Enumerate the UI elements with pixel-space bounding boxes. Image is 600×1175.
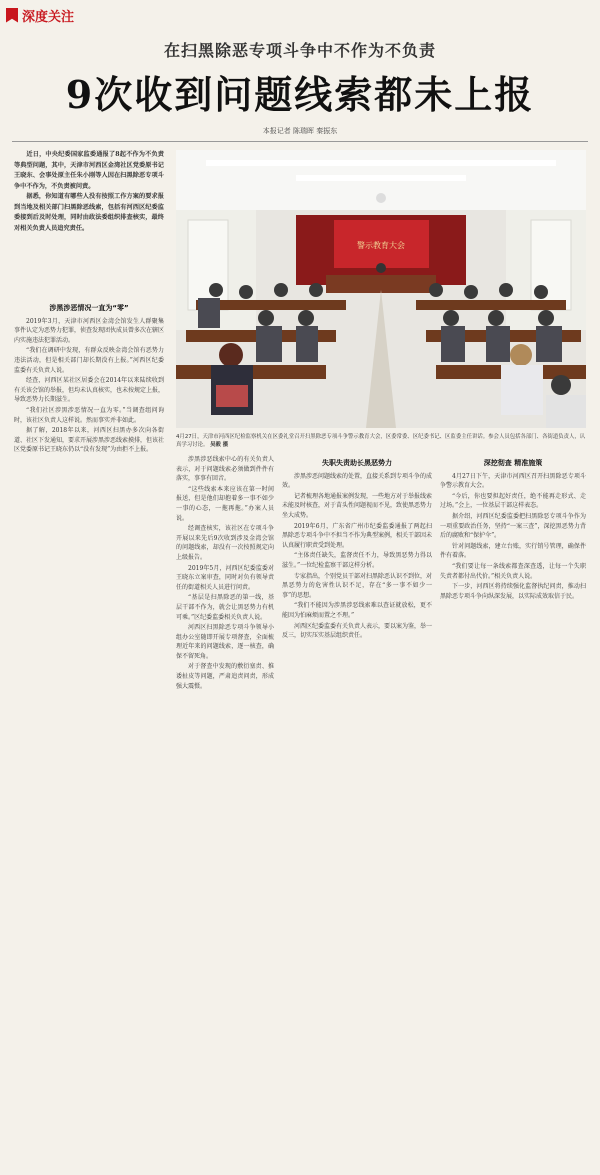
section-heading: 涉黑涉恶情况一直为“零” — [49, 304, 129, 312]
caption-text: 4月27日，天津市河西区纪检监察机关在区委礼堂召开扫黑除恶专项斗争警示教育大会，区委常委、区纪委书记、区监委主任讲话。参会人员包括各部门、各街道负责人，认真学习讨论。 — [176, 434, 586, 448]
section-heading: 失职失责助长黑恶势力 — [322, 459, 392, 467]
lead-text: 据悉，你知道有哪些人没有按照工作方案的要求报到当地及相关部门扫黑除恶线索，包括有河西区纪委监委接到后及时处理，同时由政法委组织排查核实，最终对相关负责人员追究责任。 — [14, 193, 164, 232]
paragraph: 2019年6月，广东省广州市纪委监委通报了两起扫黑除恶专项斗争中不担当不作为典型案例，相关干部因未认真履行职责受到处理。 — [282, 522, 432, 549]
paragraph: “我们不能因为涉黑涉恶线索难以查证就放松，更不能因为怕麻烦而置之不理。” — [282, 602, 432, 619]
paragraph: 涉黑涉恶线索中心的有关负责人表示，对于问题线索必须做到件件有落实，事事有回音。 — [176, 456, 274, 483]
paragraph: 经调查核实，该社区在专项斗争开展以来先后9次收到涉及金湾会馆的问题线索，却没有一次按照规定向上级报告。 — [176, 525, 274, 561]
lead-text: 近日，中央纪委国家监委通报了8起不作为不负责等典型问题，其中，天津市河西区金湾社区党委原书记王晓东、会事处原主任朱小刚等人因在扫黑除恶专项斗争中不作为，不负责被问责。 — [14, 151, 164, 190]
banner-text: 警示教育大会 — [357, 241, 405, 250]
paragraph: 河西区扫黑除恶专项斗争领导小组办公室随即开展专项督查，全面梳理近年来的问题线索，逐一核查，确保不留死角。 — [176, 624, 274, 660]
section-header — [6, 4, 74, 26]
page-title: 9次收到问题线索都未上报 — [65, 72, 535, 117]
paragraph: 下一步，河西区将持续强化监督执纪问责，推动扫黑除恶专项斗争向纵深发展，以实际成效取信于民。 — [440, 583, 586, 600]
paragraph: 经查，河西区某社区居委会在2014年以来陆续收到有关该会馆的举报，但均未认真核实，也未按规定上报，导致恶势力长期滋生。 — [14, 377, 164, 404]
article-column-2 — [176, 455, 274, 1168]
paragraph: 针对问题线索，建立台账，实行销号管理，确保件件有着落。 — [440, 542, 586, 560]
paragraph: “今后，你也要担起好责任，绝不能再走形式、走过场。”会上，一位基层干部这样表态。 — [440, 492, 586, 510]
section-label: 深度关注 — [22, 9, 75, 25]
article-column-1 — [14, 300, 164, 1168]
section-heading: 深挖彻查 精准施策 — [483, 459, 543, 467]
flag-icon — [6, 8, 18, 23]
paragraph: 河西区纪委监委有关负责人表示，要以案为鉴，举一反三，切实压实基层组织责任。 — [282, 622, 432, 640]
paragraph: 据了解，2018年以来，河西区扫黑办多次向各街道、社区下发通知，要求开展涉黑涉恶线索摸排，但该社区党委原书记王晓东仍以“没有发现”为由拒不上报。 — [14, 427, 164, 454]
paragraph: “我们社区涉黑涉恶情况一直为零。”当调查组问询时，该社区负责人这样说。然而事实并非如此。 — [14, 406, 164, 424]
divider — [12, 141, 588, 142]
article-column-4 — [440, 455, 586, 1168]
paragraph: 2019年5月，河西区纪委监委对王晓东立案审查，同时对负有领导责任的街道相关人员进行问责。 — [176, 564, 274, 591]
paragraph: “这些线索本来应该在第一时间报送，但是他们却抱着多一事不如少一事的心态，一拖再拖。”办案人员说。 — [176, 485, 274, 522]
paragraph: 2019年3月，天津市河西区金湾会馆发生人群聚集事件认定为恶势力犯罪，侦查发现团伙成员曾多次在辖区内实施违法犯罪活动。 — [14, 317, 164, 344]
paragraph: 专家指出，个别党员干部对扫黑除恶认识不到位，对黑恶势力的危害性认识不足，存在“多一事不如少一事”的思想。 — [282, 572, 432, 599]
paragraph: 涉黑涉恶问题线索的处置，直接关系到专项斗争的成效。 — [282, 472, 432, 490]
paragraph: “我们要让每一条线索都查深查透，让每一个失职失责者都付出代价。”相关负责人说。 — [440, 562, 586, 580]
lead-paragraph — [14, 150, 164, 234]
news-photo — [176, 150, 586, 428]
paragraph: “主体责任缺失，监督责任不力，导致黑恶势力得以滋生。”一位纪检监察干部这样分析。 — [282, 552, 432, 569]
paragraph: 4月27日下午，天津市河西区召开扫黑除恶专项斗争警示教育大会。 — [440, 472, 586, 490]
photo-caption — [176, 433, 586, 449]
article-column-3 — [282, 455, 432, 1168]
byline: 本报记者 陈瑞晖 秦振东 — [262, 127, 338, 135]
photographer: 吴毅 摄 — [210, 442, 229, 448]
kicker: 在扫黑除恶专项斗争中不作为不负责 — [163, 41, 436, 60]
paragraph: “基层是扫黑除恶的第一线，基层干部不作为，就会让黑恶势力有机可乘。”区纪委监委相关负责人说。 — [176, 594, 274, 621]
paragraph: 记者梳理各地通报案例发现，一些地方对于举报线索未能及时核查，对于苗头性问题视而不见，致使黑恶势力坐大成势。 — [282, 492, 432, 519]
paragraph: “我们在调研中发现，有群众反映金湾会馆有恶势力违法活动，但是相关部门却长期没有上报。”河西区纪委监委有关负责人说。 — [14, 347, 164, 374]
paragraph: 对于督查中发现的敷衍塞责、推诿扯皮等问题，严肃追责问责，形成强大震慑。 — [176, 663, 274, 690]
paragraph: 据介绍，河西区纪委监委把扫黑除恶专项斗争作为一项重要政治任务，坚持“一案三查”，深挖黑恶势力背后的腐败和“保护伞”。 — [440, 512, 586, 540]
